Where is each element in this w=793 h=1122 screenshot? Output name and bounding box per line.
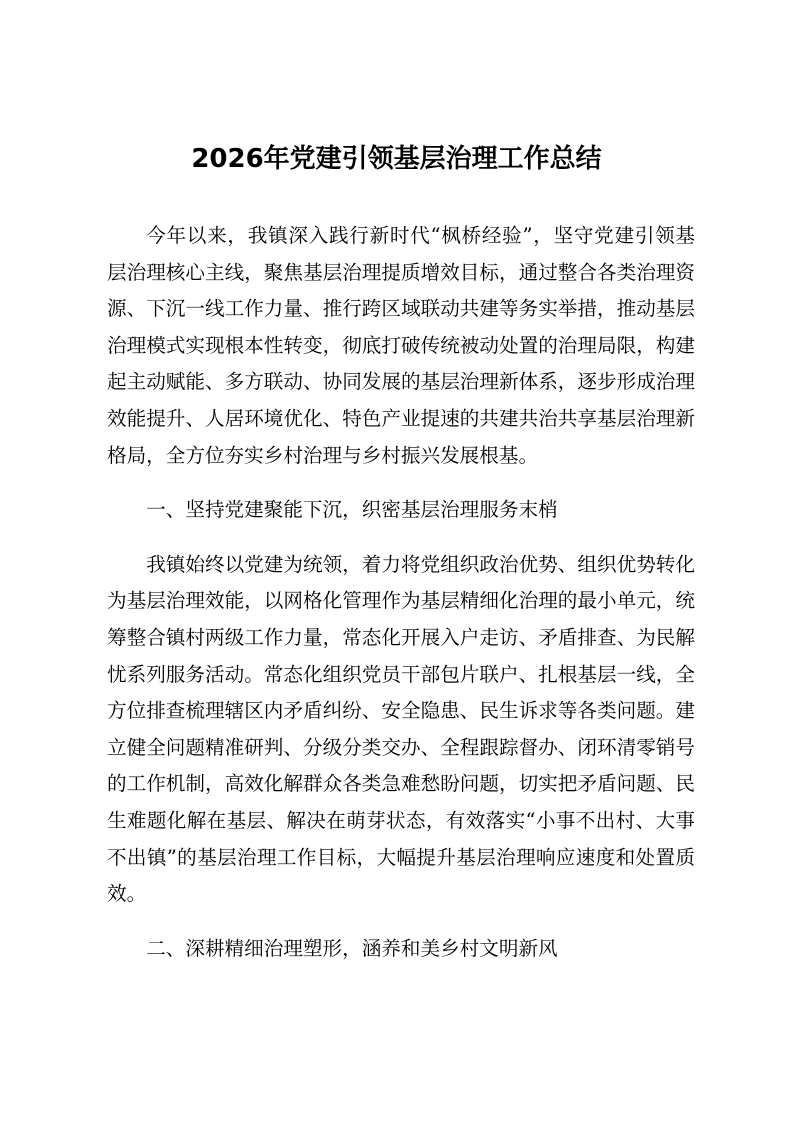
document-title: 2026年党建引领基层治理工作总结 <box>191 144 602 174</box>
intro-paragraph: 今年以来，我镇深入践行新时代“枫桥经验”，坚守党建引领基层治理核心主线，聚焦基层治理提质增效目标，通过整合各类治理资源、下沉一线工作力量、推行跨区域联动共建等务实举措，推动基层治理模式实现根本性转变，彻底打破传统被动处置的治理局限，构建起主动赋能、多方联动、协同发展的基层治理新体系，逐步形成治理效能提升、人居环境优化、特色产业提速的共建共治共享基层治理新格局，全方位夯实乡村治理与乡村振兴发展根基。 <box>107 224 695 467</box>
section-heading-2: 二、深耕精细治理塑形，涵养和美乡村文明新风 <box>146 936 558 960</box>
section-1-paragraph: 我镇始终以党建为统领，着力将党组织政治优势、组织优势转化为基层治理效能，以网格化管理作为基层精细化治理的最小单元，统筹整合镇村两级工作力量，常态化开展入户走访、矛盾排查、为民解忧系列服务活动。常态化组织党员干部包片联户、扎根基层一线，全方位排查梳理辖区内矛盾纠纷、安全隐患、民生诉求等各类问题。建立健全问题精准研判、分级分类交办、全程跟踪督办、闭环清零销号的工作机制，高效化解群众各类急难愁盼问题，切实把矛盾问题、民生难题化解在基层、解决在萌芽状态，有效落实“小事不出村、大事不出镇”的基层治理工作目标，大幅提升基层治理响应速度和处置质效。 <box>107 552 695 906</box>
document-body <box>107 218 695 985</box>
section-heading-1: 一、坚持党建聚能下沉，织密基层治理服务末梢 <box>146 498 558 522</box>
